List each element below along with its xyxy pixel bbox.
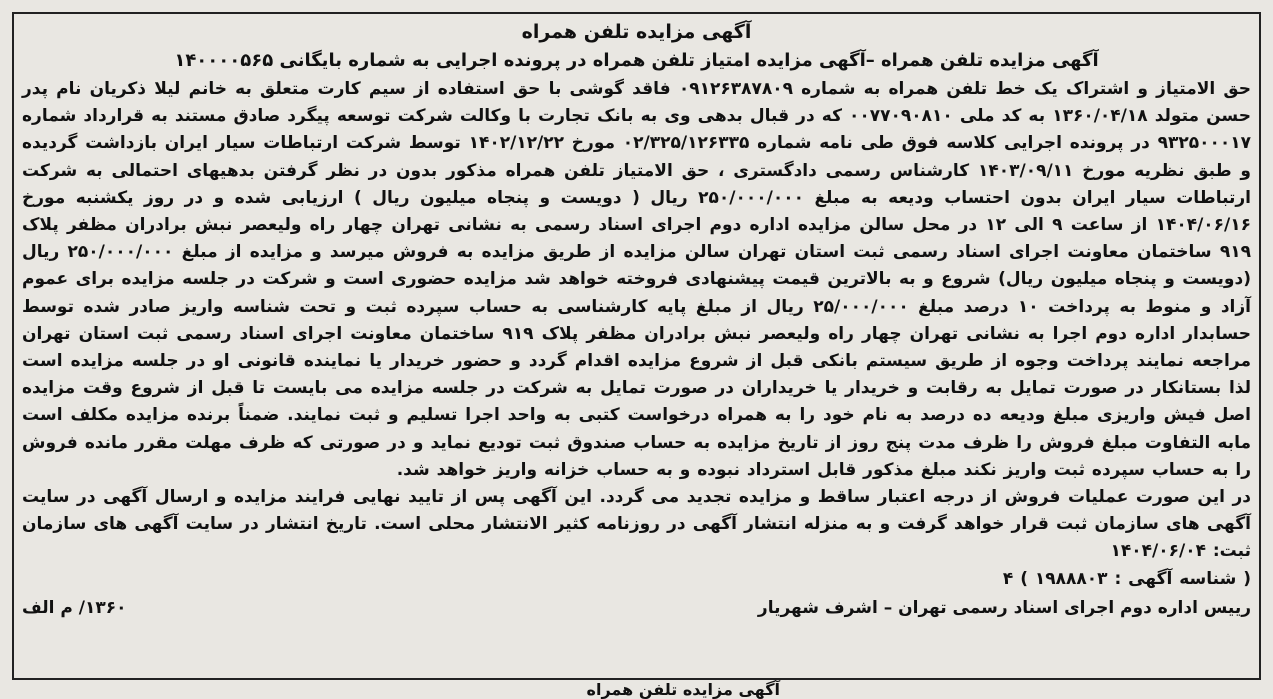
notice-paragraph: در این صورت عملیات فروش از درجه اعتبار ساقط و مزایده تجدید می گردد. این آگهی پس از تایید نهایی فرایند مزایده و ارسال آگهی در سایت آگهی های سازمان ثبت قرار خواهد گرفت و به منزله انتشار آگهی در روزنامه کثیر الانتشار محلی است. تاریخ انتشار در سایت آگهی های سازمان ثبت: ۱۴۰۴/۰۶/۰۴ bbox=[22, 487, 1251, 562]
next-notice-heading: آگهی مزایده تلفن همراه bbox=[586, 680, 780, 699]
notice-id-line: ( شناسه آگهی : ۱۹۸۸۸۰۳ ) ۴ bbox=[1002, 568, 1251, 589]
signature-row bbox=[22, 595, 1251, 621]
notice-title: آگهی مزایده تلفن همراه bbox=[521, 21, 752, 43]
notice-frame bbox=[12, 12, 1261, 680]
notice-content bbox=[22, 18, 1251, 621]
signature: رییس اداره دوم اجرای اسناد رسمی تهران – اشرف شهریار bbox=[757, 597, 1251, 618]
notice-paragraph: حق الامتیاز و اشتراک یک خط تلفن همراه به شماره ۰۹۱۲۶۳۸۷۸۰۹ فاقد گوشی با حق استفاده از سیم کارت متعلق به خانم لیلا ذکریان نام پدر حسن متولد ۱۳۶۰/۰۴/۱۸ به کد ملی ۰۰۷۷۰۹۰۸۱۰ که در قبال بدهی وی به بانک تجارت با وکالت شرکت توسعه پیگرد صادق مستند به قرارداد شماره ۹۳۲۵۰۰۰۱۷ در پرونده اجرایی کلاسه فوق طی نامه شماره ۰۲/۳۲۵/۱۲۶۳۳۵ مورخ ۱۴۰۲/۱۲/۲۲ توسط شرکت ارتباطات سیار ایران بازداشت گردیده و طبق نظریه مورخ ۱۴۰۳/۰۹/۱۱ کارشناس رسمی دادگستری ، حق الامتیاز تلفن همراه مذکور بدون در نظر گرفتن بدهیهای احتمالی به شرکت ارتباطات سیار ایران بدون احتساب ودیعه به مبلغ ۲۵۰/۰۰۰/۰۰۰ ریال ( دویست و پنجاه میلیون ریال ) ارزیابی شده و در روز یکشنبه مورخ ۱۴۰۴/۰۶/۱۶ از ساعت ۹ الی ۱۲ در محل سالن مزایده اداره دوم اجرای اسناد رسمی به نشانی تهران چهار راه ولیعصر نبش برادران مظفر پلاک ۹۱۹ ساختمان معاونت اجرای اسناد رسمی ثبت استان تهران سالن مزایده از طریق مزایده به فروش میرسد و مزایده از مبلغ ۲۵۰/۰۰۰/۰۰۰ ریال (دویست و پنجاه میلیون ریال) شروع و به بالاترین قیمت پیشنهادی فروخته خواهد شد مزایده حضوری است و شرکت در جلسه مزایده برای عموم آزاد و منوط به پرداخت ۱۰ درصد مبلغ ۲۵/۰۰۰/۰۰۰ ریال از مبلغ پایه کارشناسی به حساب سپرده ثبت و تحت شناسه واریز صادر شده توسط حسابدار اداره دوم اجرا به نشانی تهران چهار راه ولیعصر نبش برادران مظفر پلاک ۹۱۹ ساختمان معاونت اجرای اسناد رسمی ثبت استان تهران مراجعه نمایند پرداخت وجوه از طریق سیستم بانکی قبل از شروع مزایده اقدام گردد و حضور خریدار یا نماینده قانونی او در جلسه مزایده است لذا بستانکار در صورت تمایل به رقابت و خریدار یا خریداران در صورت تمایل به شرکت در جلسه مزایده می بایست تا قبل از شروع وقت مزایده اصل فیش واریزی مبلغ ودیعه ده درصد به نام خود را به همراه درخواست کتبی به واحد اجرا تسلیم و ثبت نمایند. ضمناً برنده مزایده مکلف است مابه التفاوت مبلغ فروش را ظرف مدت پنج روز از تاریخ مزایده به حساب صندوق ثبت تودیع نماید و در صورتی که ظرف مهلت مقرر مانده فروش را به حساب سپرده ثبت واریز نکند مبلغ مذکور قابل استرداد نبوده و به حساب خزانه واریز خواهد شد. bbox=[22, 79, 1252, 480]
notice-body bbox=[22, 76, 1251, 593]
reference-number: ۱۳۶۰/ م الف bbox=[22, 597, 127, 618]
notice-subtitle: آگهی مزایده تلفن همراه –آگهی مزایده امتیاز تلفن همراه در پرونده اجرایی به شماره بایگانی ۱۴۰۰۰۰۵۶۵ bbox=[174, 50, 1099, 71]
